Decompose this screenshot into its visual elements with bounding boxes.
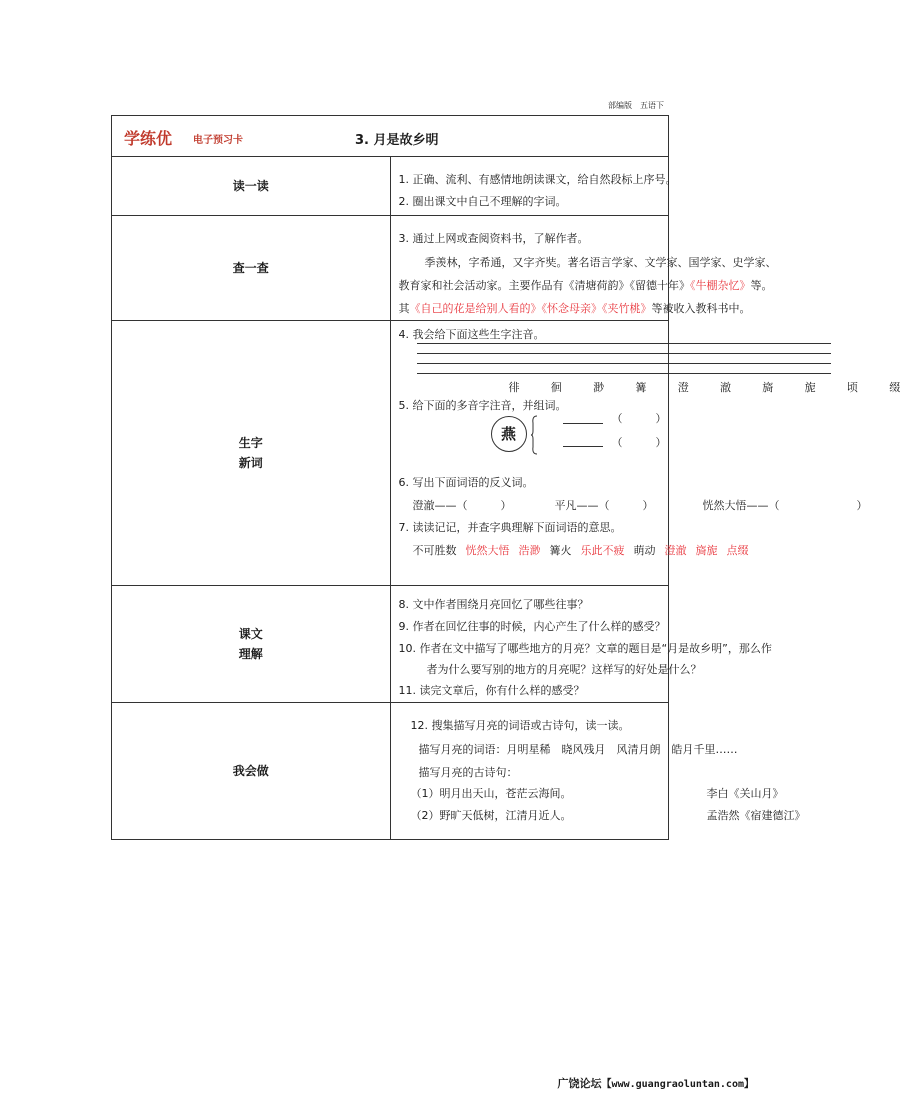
task-8: 8. 文中作者围绕月亮回忆了哪些往事？ — [398, 598, 589, 611]
task-2: 2. 圈出课文中自己不理解的字词。 — [398, 195, 567, 208]
author-bio-line-3: 其《自己的花是给别人看的》《怀念母亲》《夹竹桃》等被收入教科书中。 — [398, 302, 751, 315]
poem-1: （1）明月出天山，苍茫云海间。 — [410, 787, 572, 800]
brace-icon — [531, 415, 537, 455]
vocab-word: 浩渺 — [518, 544, 541, 557]
card-header — [112, 116, 669, 157]
author-bio-line-1: 季羡林，字希通，又字齐奘。著名语言学家、文学家、国学家、史学家、 — [424, 256, 777, 269]
vocab-word: 不可胜数 — [412, 544, 457, 557]
word-blank[interactable]: （ ） — [611, 412, 667, 425]
vocab-character: 澄 — [677, 381, 689, 394]
footer-link[interactable]: 【www.guangraoluntan.com】 — [601, 1079, 754, 1090]
task-11: 11. 读完文章后，你有什么样的感受？ — [398, 684, 585, 697]
brand-logo: 学练优 — [124, 129, 173, 148]
pinyin-blank[interactable] — [563, 446, 603, 447]
vocab-character: 篝 — [635, 381, 647, 394]
vocab-word: 点缀 — [726, 544, 749, 557]
task-10-cont: 者为什么要写别的地方的月亮呢？这样写的好处是什么？ — [426, 663, 702, 676]
task-10: 10. 作者在文中描写了哪些地方的月亮？文章的题目是“月是故乡明”，那么作 — [398, 642, 772, 655]
lesson-title: 3. 月是故乡明 — [355, 133, 439, 148]
vocab-word: 旖旎 — [695, 544, 718, 557]
task-9: 9. 作者在回忆往事的时候，内心产生了什么样的感受？ — [398, 620, 666, 633]
antonym-2: 平凡——（ ） — [554, 499, 654, 512]
textbook-works: 《自己的花是给别人看的》《怀念母亲》《夹竹桃》 — [409, 302, 652, 315]
pinyin-blank[interactable] — [563, 423, 603, 424]
vocab-word: 萌动 — [633, 544, 656, 557]
vocab-character: 缀 — [889, 381, 900, 394]
pinyin-line — [417, 363, 831, 364]
highlighted-work: 《牛棚杂忆》 — [690, 279, 751, 292]
pinyin-line — [417, 353, 831, 354]
task-3: 3. 通过上网或查阅资料书，了解作者。 — [398, 232, 589, 245]
edition-label: 部编版 五语下 — [608, 101, 664, 110]
word-list — [413, 542, 758, 558]
section-label-vocab: 生字 新词 — [112, 321, 391, 586]
polyphonic-character: 燕 — [491, 416, 527, 452]
poems-label: 描写月亮的古诗句： — [418, 766, 518, 779]
vocab-character: 旎 — [804, 381, 816, 394]
task-5: 5. 给下面的多音字注音，并组词。 — [398, 399, 567, 412]
preview-card — [111, 115, 900, 840]
poem-2: （2）野旷天低树，江清月近人。 — [410, 809, 572, 822]
section-label-understand: 课文 理解 — [112, 586, 391, 703]
section-label-do: 我会做 — [112, 703, 391, 840]
section-vocab — [112, 321, 669, 586]
vocab-character: 渺 — [593, 381, 605, 394]
poem-2-source: 孟浩然《宿建德江》 — [706, 809, 806, 822]
vocab-word: 乐此不疲 — [580, 544, 625, 557]
poem-1-source: 李白《关山月》 — [706, 787, 784, 800]
vocab-word: 澄澈 — [664, 544, 687, 557]
section-check — [112, 216, 669, 321]
site-footer: 广饶论坛【www.guangraoluntan.com】 — [557, 1077, 754, 1090]
task-7: 7. 读读记记，并查字典理解下面词语的意思。 — [398, 521, 622, 534]
vocab-character: 澈 — [720, 381, 731, 394]
vocab-word: 恍然大悟 — [465, 544, 510, 557]
task-1: 1. 正确、流利、有感情地朗读课文，给自然段标上序号。 — [398, 173, 677, 186]
vocab-word: 篝火 — [549, 544, 572, 557]
task-12: 12. 搜集描写月亮的词语或古诗句，读一读。 — [410, 719, 630, 732]
task-6: 6. 写出下面词语的反义词。 — [398, 476, 534, 489]
vocab-character: 旖 — [762, 381, 774, 394]
pinyin-line — [417, 343, 831, 344]
vocab-character: 徘 — [508, 381, 520, 394]
section-do — [112, 703, 669, 840]
vocab-character: 顷 — [846, 381, 858, 394]
section-read — [112, 157, 669, 216]
word-blank[interactable]: （ ） — [611, 436, 667, 449]
section-label-check: 查一查 — [112, 216, 391, 321]
pinyin-line — [417, 373, 831, 374]
section-understand — [112, 586, 669, 703]
antonym-1: 澄澈——（ ） — [412, 499, 512, 512]
moon-words: 描写月亮的词语：月明星稀 晓风残月 风清月朗 皓月千里…… — [418, 743, 738, 756]
antonym-3: 恍然大悟——（ ） — [702, 499, 868, 512]
vocab-character: 徊 — [550, 381, 562, 394]
section-label-read: 读一读 — [112, 157, 391, 216]
author-bio-line-2: 教育家和社会活动家。主要作品有《清塘荷韵》《留德十年》《牛棚杂忆》等。 — [398, 279, 773, 292]
card-subtitle: 电子预习卡 — [193, 135, 243, 146]
task-4: 4. 我会给下面这些生字注音。 — [398, 328, 545, 341]
